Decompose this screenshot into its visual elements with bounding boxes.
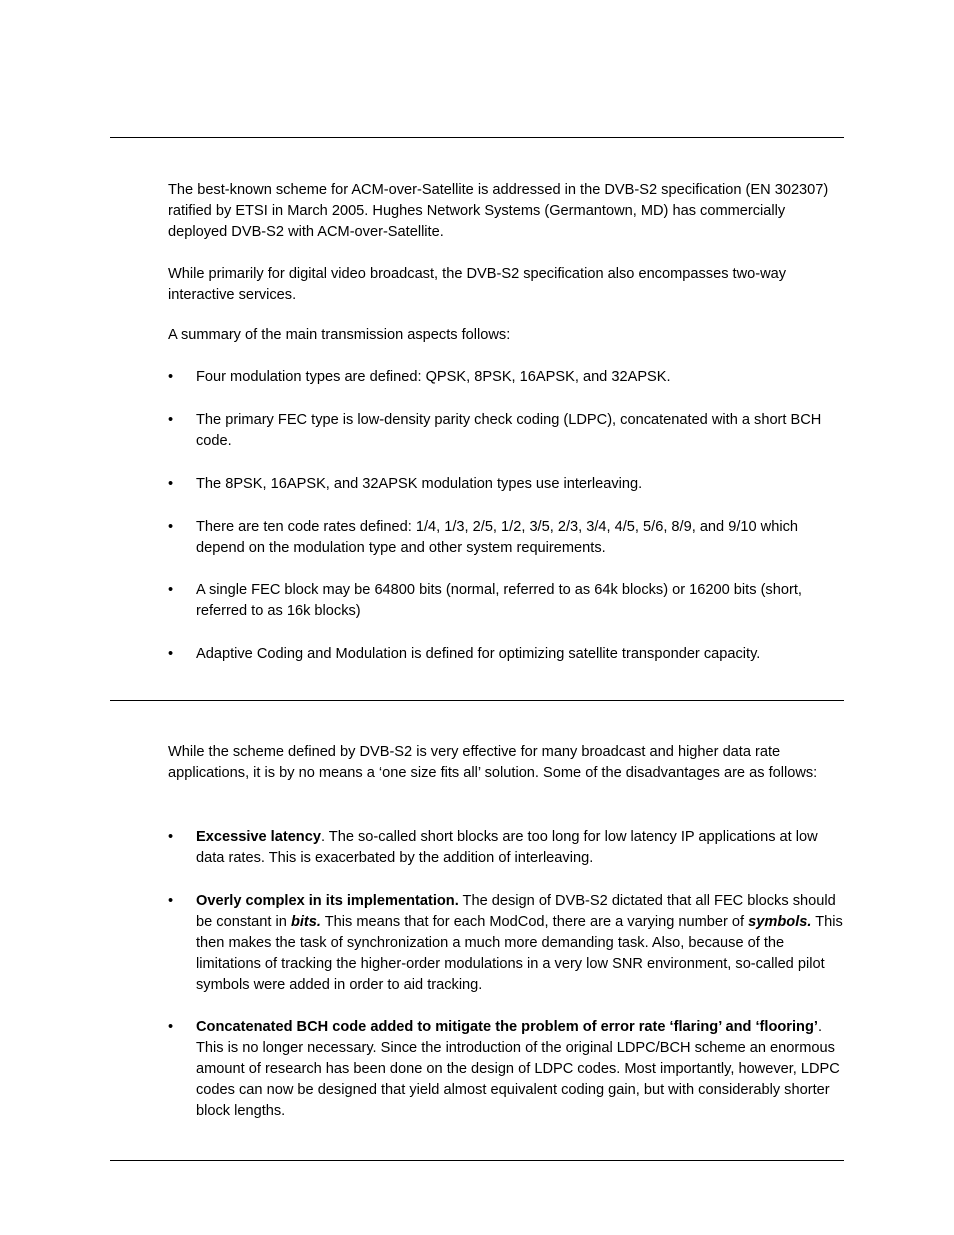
- bullet-icon: •: [168, 829, 174, 845]
- bullet-icon: •: [168, 519, 174, 535]
- footer-rule: [110, 1160, 844, 1161]
- intro-paragraph-1: The best-known scheme for ACM-over-Satellite is addressed in the DVB-S2 specification (EN 302307) ratified by ETSI in March 2005. Hughes Network Systems (Germantown, MD) has commercially deployed DVB-S2 with ACM-over-Satellite.: [168, 182, 829, 240]
- bullet-icon: •: [168, 1019, 174, 1035]
- bold-lead: Excessive latency: [196, 829, 321, 845]
- list-item-text: Overly complex in its implementation. The design of DVB-S2 dictated that all FEC blocks should be constant in bits. This means that for each ModCod, there are a varying number of symbols. This then makes the task of synchronization a much more demanding task. Also, because of the limitations of tracking the higher-order modulations in a very low SNR environment, so-called pilot symbols were added in order to aid tracking.: [196, 893, 843, 993]
- intro-paragraph-2: While primarily for digital video broadcast, the DVB-S2 specification also encompasses two-way interactive services.: [168, 266, 787, 303]
- bullet-icon: •: [168, 893, 174, 909]
- emphasis: symbols.: [748, 914, 812, 930]
- list-item-text: Excessive latency. The so-called short blocks are too long for low latency IP applications at low data rates. This is exacerbated by the addition of interleaving.: [196, 829, 818, 866]
- header-rule: [110, 137, 844, 138]
- bullet-icon: •: [168, 476, 174, 492]
- intro-paragraph-3: A summary of the main transmission aspects follows:: [168, 327, 511, 343]
- bullet-icon: •: [168, 369, 174, 385]
- bullet-icon: •: [168, 646, 174, 662]
- list-item-text: Concatenated BCH code added to mitigate the problem of error rate ‘flaring’ and ‘flooring’. This is no longer necessary. Since the introduction of the original LDPC/BCH scheme an enormous amount of research has been done on the design of LDPC codes. Most importantly, however, LDPC codes can now be designed that yield almost equivalent coding gain, but with considerably shorter block lengths.: [196, 1019, 840, 1119]
- disadvantages-intro: While the scheme defined by DVB-S2 is very effective for many broadcast and higher data rate applications, it is by no means a ‘one size fits all’ solution. Some of the disadvantages are as follows:: [168, 744, 818, 781]
- bold-lead: Concatenated BCH code added to mitigate the problem of error rate ‘flaring’ and ‘flooring’: [196, 1019, 818, 1035]
- emphasis: bits.: [290, 914, 321, 930]
- bold-lead: Overly complex in its implementation.: [196, 893, 459, 909]
- bullet-icon: •: [168, 582, 174, 598]
- section-rule: [110, 700, 844, 701]
- bullet-icon: •: [168, 412, 174, 428]
